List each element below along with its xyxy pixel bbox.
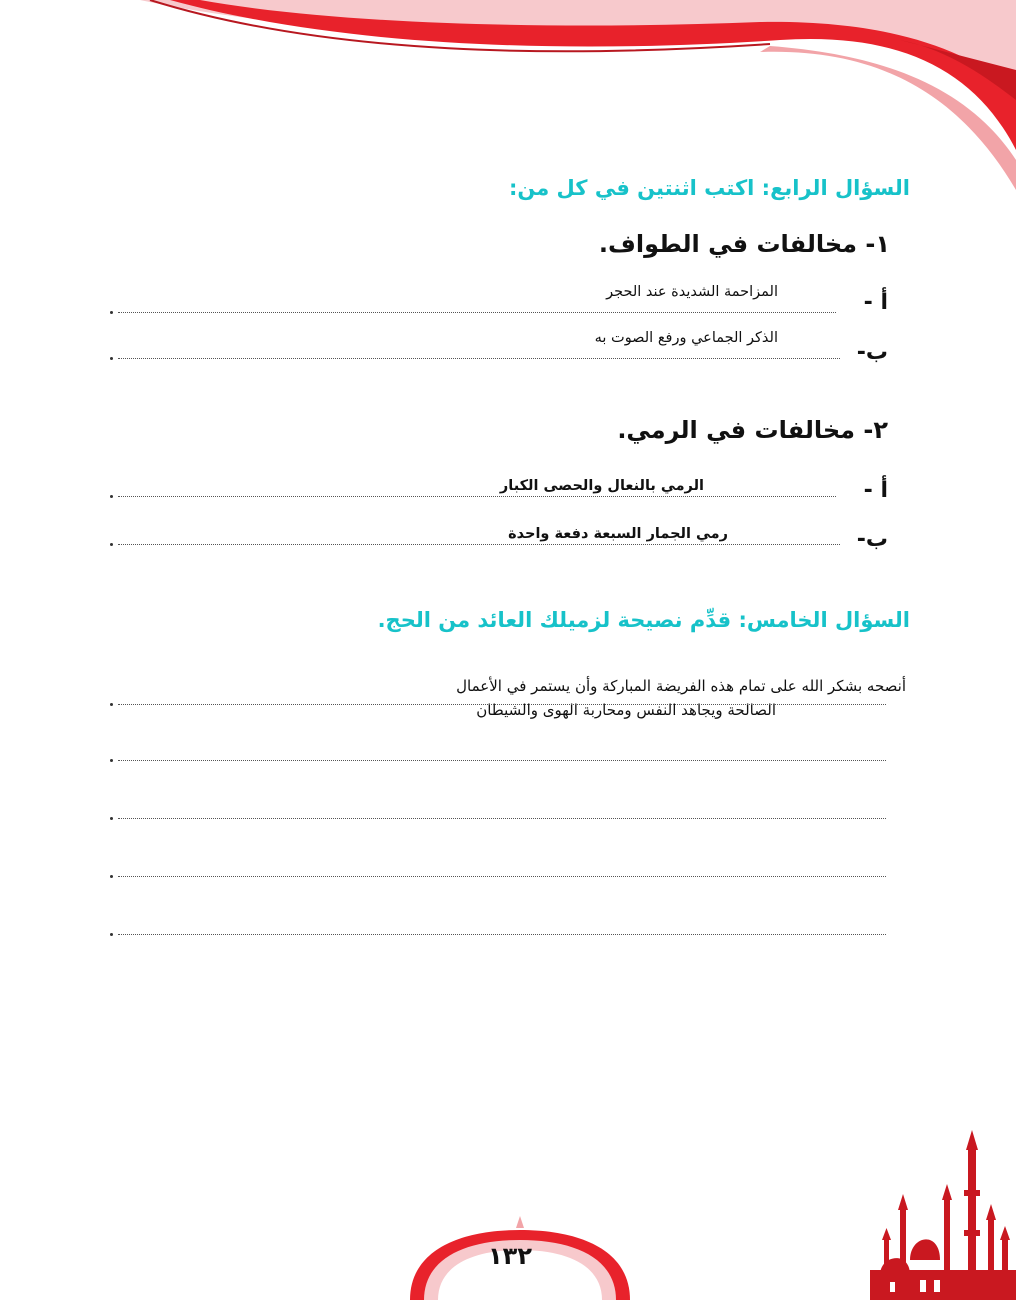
writing-line xyxy=(118,876,886,877)
question-4-title: السؤال الرابع: اكتب اثنتين في كل من: xyxy=(508,176,910,200)
advice-answer-line-2: الصالحة ويجاهد النفس ومحاربة الهوى والشيطان xyxy=(476,701,776,719)
line-end-dot xyxy=(110,543,113,546)
top-ribbon-decoration xyxy=(0,0,1016,200)
answer-line xyxy=(118,544,840,545)
line-end-dot xyxy=(110,703,113,706)
line-end-dot xyxy=(110,933,113,936)
writing-line xyxy=(118,704,886,705)
line-end-dot xyxy=(110,495,113,498)
writing-line xyxy=(118,818,886,819)
item-letter-1b: ب- xyxy=(856,340,888,365)
line-end-dot xyxy=(110,357,113,360)
answer-2a: الرمي بالنعال والحصى الكبار xyxy=(499,478,704,494)
line-end-dot xyxy=(110,311,113,314)
answer-line xyxy=(118,358,840,359)
section-2-title: ٢- مخالفات في الرمي. xyxy=(617,416,888,444)
page-number: ١٣٢ xyxy=(488,1242,532,1270)
answer-2b: رمي الجمار السبعة دفعة واحدة xyxy=(508,526,728,542)
line-end-dot xyxy=(110,875,113,878)
item-letter-1a: أ - xyxy=(863,290,888,315)
line-end-dot xyxy=(110,759,113,762)
writing-line xyxy=(118,934,886,935)
section-1-title: ١- مخالفات في الطواف. xyxy=(598,230,890,258)
question-5-title: السؤال الخامس: قدِّم نصيحة لزميلك العائد من الحج. xyxy=(377,608,910,632)
item-letter-2a: أ - xyxy=(863,478,888,503)
writing-line xyxy=(118,760,886,761)
advice-answer-line-1: أنصحه بشكر الله على تمام هذه الفريضة المباركة وأن يستمر في الأعمال xyxy=(456,677,906,695)
mosque-silhouette-icon xyxy=(860,1130,1016,1300)
answer-line xyxy=(118,312,836,313)
line-end-dot xyxy=(110,817,113,820)
answer-1b: الذكر الجماعي ورفع الصوت به xyxy=(594,330,778,346)
answer-line xyxy=(118,496,836,497)
answer-1a: المزاحمة الشديدة عند الحجر xyxy=(606,284,778,300)
item-letter-2b: ب- xyxy=(856,527,888,552)
